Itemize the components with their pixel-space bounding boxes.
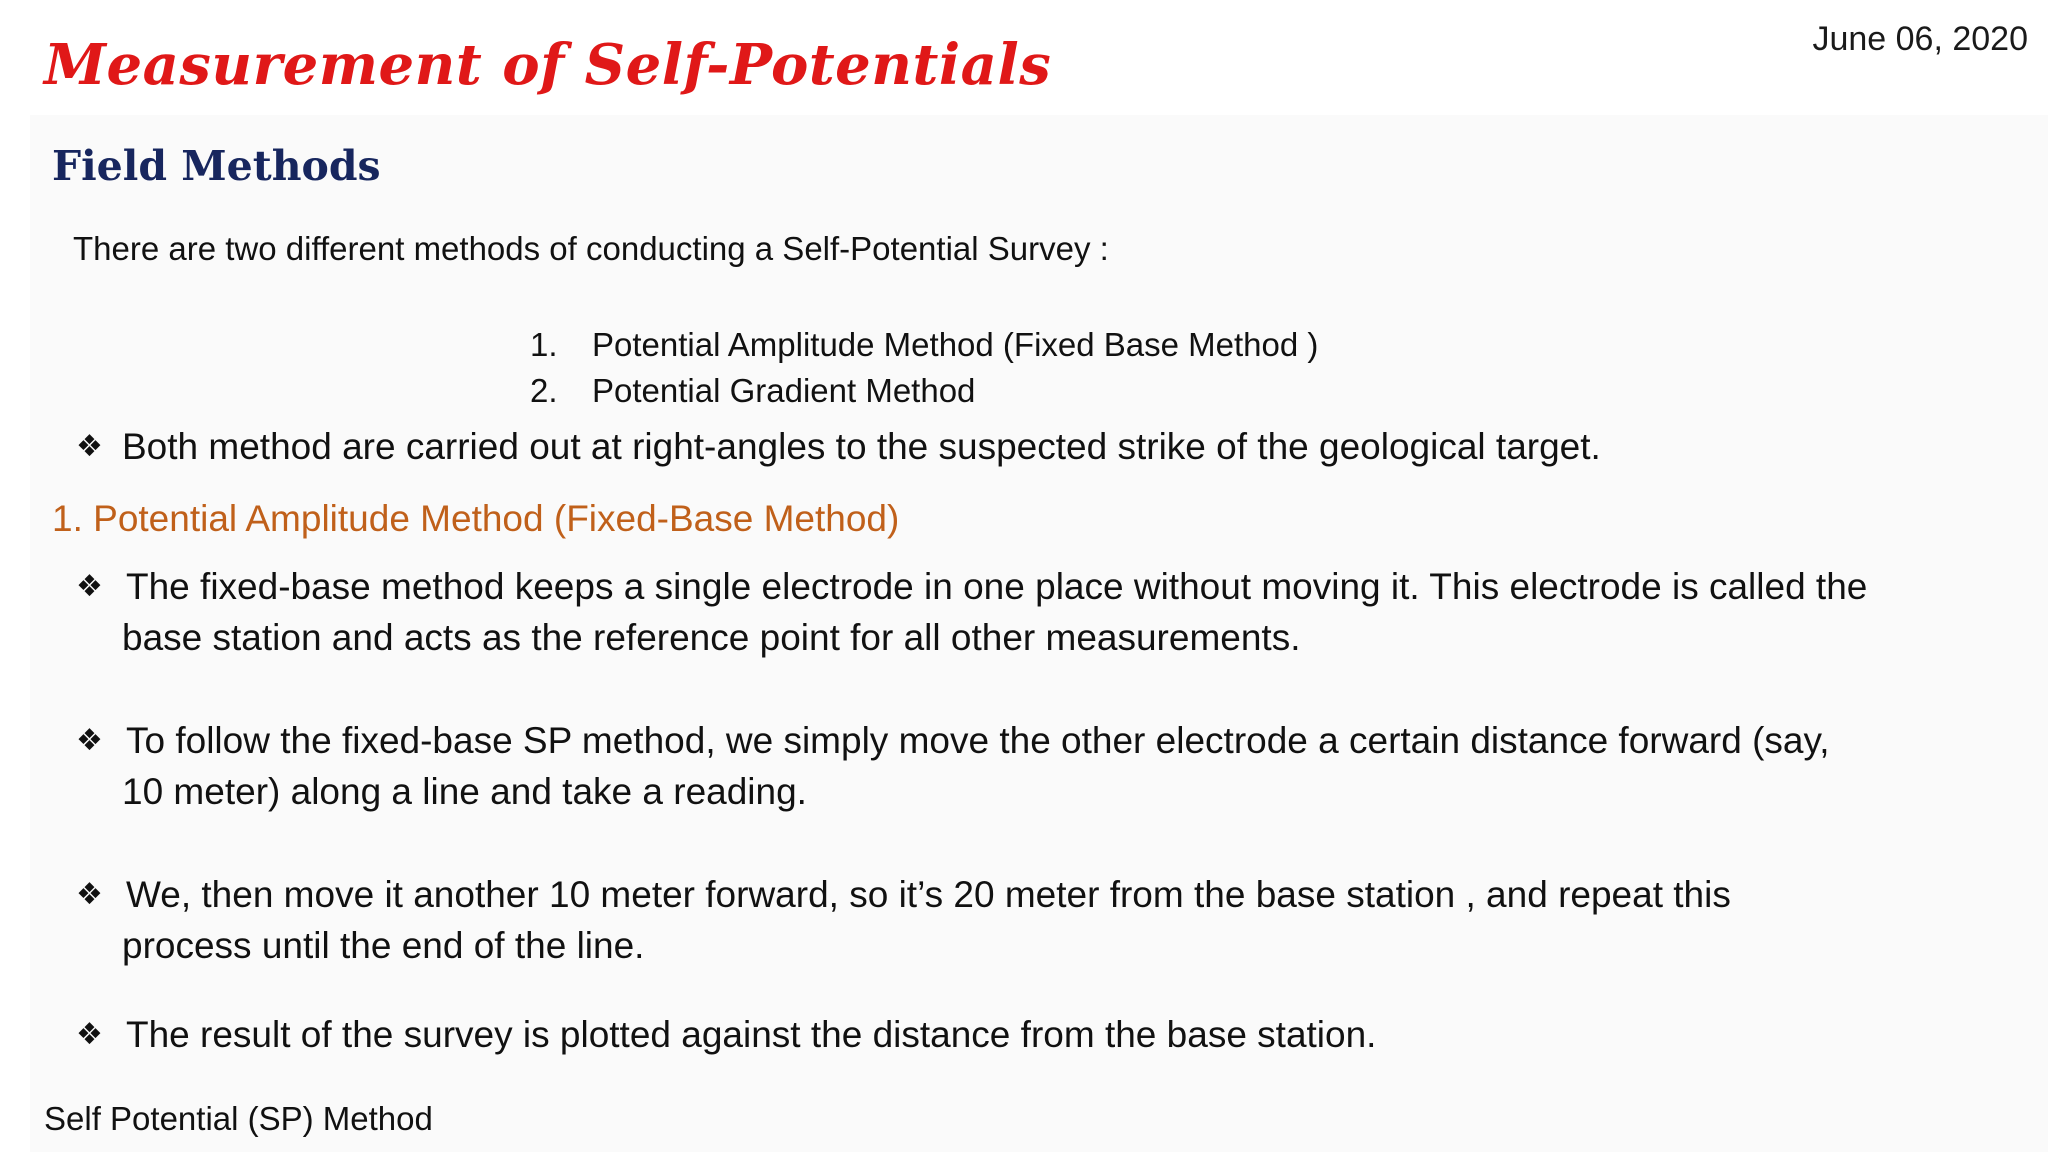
bullet-item	[76, 869, 1976, 971]
bullet-diamond-icon: ❖	[76, 569, 103, 604]
bullet-text	[76, 1009, 1976, 1060]
method-label: Potential Amplitude Method (Fixed Base Method )	[592, 326, 1319, 363]
slide-date: June 06, 2020	[1812, 20, 2028, 58]
bullet-line: To follow the fixed-base SP method, we simply move the other electrode a certain distance forward (say,	[126, 720, 1830, 761]
method-list-item	[530, 322, 1318, 368]
bullet-line: The result of the survey is plotted against the distance from the base station.	[126, 1014, 1377, 1055]
intro-text: There are two different methods of conducting a Self-Potential Survey :	[73, 230, 1109, 267]
bullet-line: base station and acts as the reference point for all other measurements.	[122, 617, 1301, 658]
bullet-item	[76, 715, 1976, 817]
slide-footer: Self Potential (SP) Method	[44, 1100, 433, 1137]
bullet-line: process until the end of the line.	[122, 925, 645, 966]
bullet-diamond-icon: ❖	[76, 877, 103, 912]
bullet-text	[76, 869, 1976, 971]
bullet-item	[76, 561, 1976, 663]
method-number: 2.	[530, 372, 558, 409]
bullet-line: The fixed-base method keeps a single electrode in one place without moving it. This electrode is called the	[126, 566, 1868, 607]
bullet-text	[76, 561, 1976, 663]
method-number: 1.	[530, 326, 558, 363]
bullet-diamond-icon: ❖	[76, 429, 103, 464]
bullet-text	[76, 715, 1976, 817]
bullet-line: 10 meter) along a line and take a reading.	[122, 771, 807, 812]
slide-title: Measurement of Self-Potentials	[44, 32, 1052, 98]
note-bullet	[76, 421, 1976, 472]
bullet-diamond-icon: ❖	[76, 1017, 103, 1052]
method-list-item	[530, 368, 1318, 414]
method-label: Potential Gradient Method	[592, 372, 976, 409]
bullet-diamond-icon: ❖	[76, 723, 103, 758]
method-list	[530, 322, 1318, 414]
note-text: Both method are carried out at right-angles to the suspected strike of the geological target.	[122, 426, 1601, 467]
bullet-item	[76, 1009, 1976, 1060]
method-subheading: 1. Potential Amplitude Method (Fixed-Base Method)	[52, 498, 900, 539]
bullet-line: We, then move it another 10 meter forward, so it’s 20 meter from the base station , and repeat this	[126, 874, 1731, 915]
section-heading: Field Methods	[52, 142, 381, 190]
